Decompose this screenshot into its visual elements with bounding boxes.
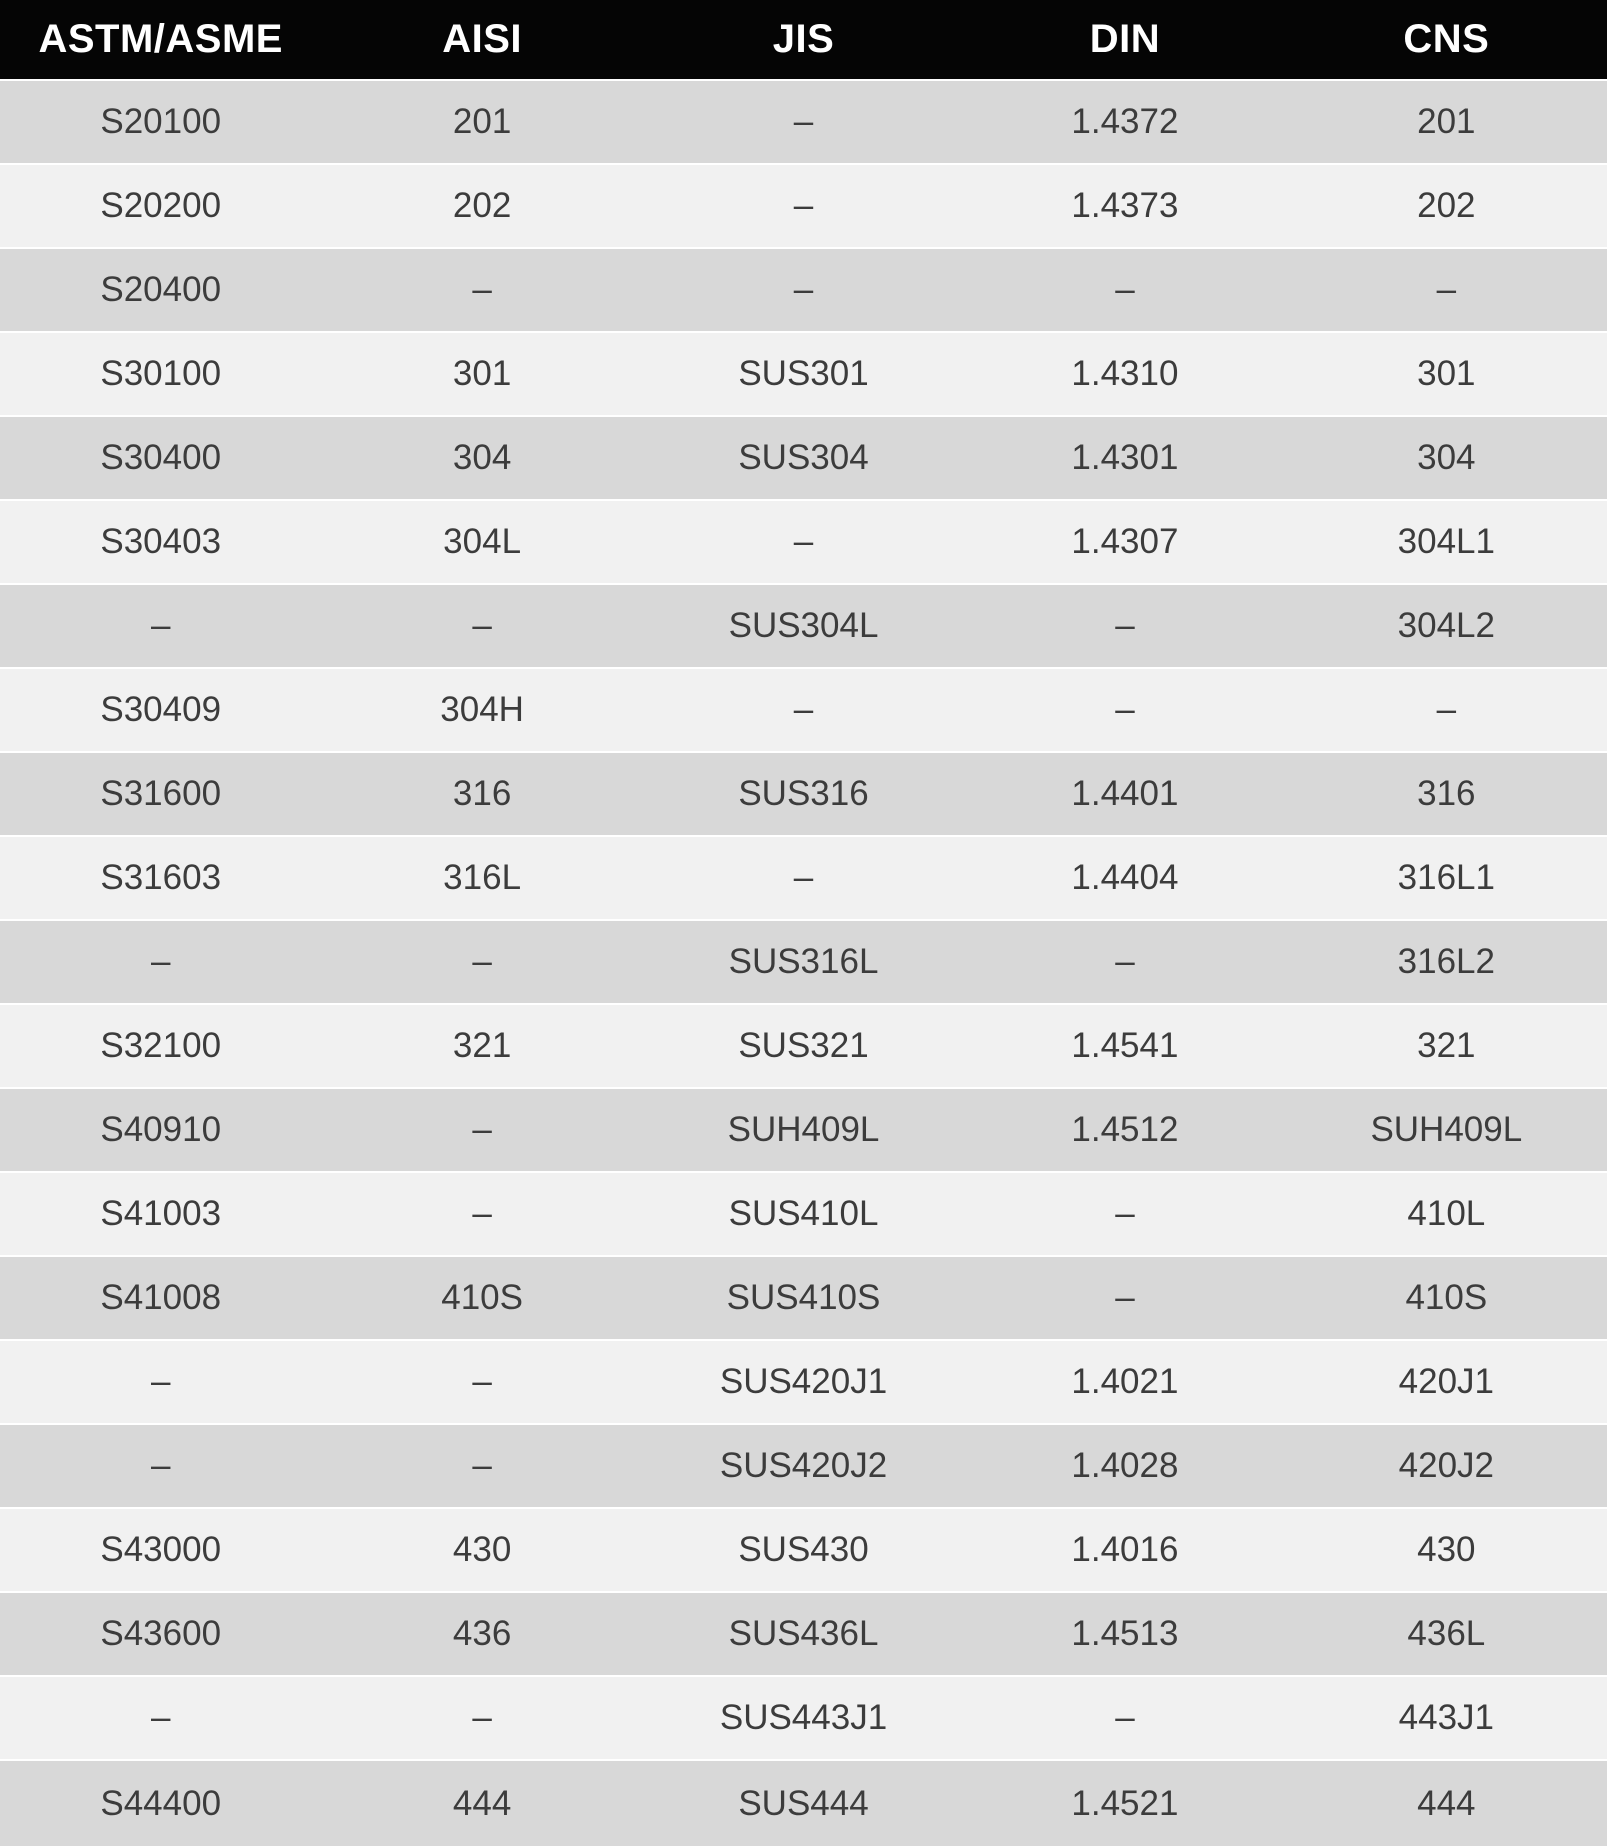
table-cell: 436L [1407, 1614, 1486, 1653]
table-cell: 1.4512 [1071, 1110, 1179, 1149]
column-header-cns: CNS [1403, 17, 1490, 61]
table-cell: 1.4307 [1071, 522, 1179, 561]
table-row [0, 837, 1607, 921]
table-row [0, 1761, 1607, 1846]
table-cell: 316L2 [1397, 942, 1495, 981]
table-cell: 321 [452, 1026, 512, 1065]
table-row [0, 81, 1607, 165]
table-cell: – [1115, 1194, 1135, 1233]
table-row [0, 1257, 1607, 1341]
table-cell: – [793, 102, 814, 141]
table-header-row [0, 0, 1607, 81]
table-cell: 304H [440, 690, 524, 729]
table-cell: 304L2 [1397, 606, 1495, 645]
table-cell: – [472, 1698, 492, 1737]
table-cell: – [472, 1110, 492, 1149]
table-cell: 316 [452, 774, 512, 813]
table-cell: 1.4541 [1071, 1026, 1179, 1065]
table-cell: 430 [1417, 1530, 1476, 1569]
table-cell: 202 [1417, 186, 1476, 225]
table-cell: – [472, 1446, 492, 1485]
table-cell: – [1115, 270, 1135, 309]
table-row [0, 1593, 1607, 1677]
column-header-din: DIN [1089, 17, 1161, 61]
table-cell: 304 [1417, 438, 1476, 477]
table-cell: – [793, 690, 814, 729]
table-row [0, 1005, 1607, 1089]
table-cell: S30409 [100, 690, 222, 729]
table-cell: – [1115, 942, 1135, 981]
table-cell: SUS420J1 [719, 1362, 888, 1401]
table-cell: 1.4401 [1071, 774, 1179, 813]
table-cell: SUS444 [738, 1783, 869, 1823]
table-cell: S30100 [100, 354, 222, 393]
table-cell: – [1115, 690, 1135, 729]
table-cell: S31600 [100, 774, 222, 813]
table-cell: S20200 [100, 186, 222, 225]
table-row [0, 165, 1607, 249]
table-row [0, 1509, 1607, 1593]
table-row [0, 249, 1607, 333]
table-cell: 304 [452, 438, 512, 477]
table-cell: – [472, 942, 492, 981]
table-cell: S30400 [100, 438, 222, 477]
table-cell: SUS321 [738, 1026, 869, 1065]
table-cell: 1.4521 [1071, 1783, 1179, 1823]
table-row [0, 1341, 1607, 1425]
table-cell: – [1115, 1698, 1135, 1737]
table-body [0, 81, 1607, 1846]
table-cell: 316 [1417, 774, 1476, 813]
table-cell: SUS316L [728, 942, 879, 981]
table-cell: – [150, 1446, 171, 1485]
table-cell: – [1115, 1278, 1135, 1317]
table-cell: 321 [1417, 1026, 1476, 1065]
table-cell: – [472, 606, 492, 645]
table-cell: 304L [443, 522, 522, 561]
table-cell: 410S [1405, 1278, 1488, 1317]
table-cell: – [150, 606, 171, 645]
table-row [0, 753, 1607, 837]
table-cell: 1.4372 [1071, 102, 1179, 141]
table-cell: – [472, 1194, 492, 1233]
table-row [0, 669, 1607, 753]
table-cell: SUS410L [728, 1194, 879, 1233]
table-cell: 443J1 [1398, 1698, 1495, 1737]
table-cell: SUS304 [738, 438, 869, 477]
table-cell: 420J2 [1398, 1446, 1495, 1485]
table-cell: SUH409L [727, 1110, 880, 1149]
table-cell: S44400 [100, 1783, 222, 1823]
table-cell: S32100 [100, 1026, 222, 1065]
table-cell: 1.4404 [1071, 858, 1179, 897]
table-cell: S20400 [100, 270, 222, 309]
table-cell: 304L1 [1397, 522, 1495, 561]
table-cell: 201 [1417, 102, 1476, 141]
table-cell: SUS420J2 [719, 1446, 888, 1485]
table-cell: – [1436, 270, 1457, 309]
table-cell: 201 [452, 102, 512, 141]
table-cell: – [1436, 690, 1457, 729]
table-cell: 1.4028 [1071, 1446, 1179, 1485]
table-cell: 410L [1407, 1194, 1486, 1233]
table-cell: – [150, 942, 171, 981]
table-row [0, 1089, 1607, 1173]
table-cell: 1.4021 [1071, 1362, 1179, 1401]
column-header-jis: JIS [772, 17, 835, 61]
table-cell: – [1115, 606, 1135, 645]
table-cell: 430 [452, 1530, 512, 1569]
table-cell: S43600 [100, 1614, 222, 1653]
table-row [0, 1677, 1607, 1761]
table-cell: S40910 [100, 1110, 222, 1149]
table-row [0, 921, 1607, 1005]
table-cell: – [793, 270, 814, 309]
table-cell: – [150, 1362, 171, 1401]
table-cell: – [472, 1362, 492, 1401]
table-cell: 444 [452, 1783, 512, 1823]
table-cell: 316L1 [1397, 858, 1495, 897]
table-row [0, 501, 1607, 585]
table-cell: SUH409L [1370, 1110, 1523, 1149]
table-cell: SUS436L [728, 1614, 879, 1653]
table-row [0, 1425, 1607, 1509]
table-row [0, 417, 1607, 501]
table-cell: SUS304L [728, 606, 879, 645]
table-cell: 420J1 [1398, 1362, 1495, 1401]
table-cell: 1.4016 [1071, 1530, 1179, 1569]
table-cell: SUS430 [738, 1530, 869, 1569]
table-cell: – [793, 186, 814, 225]
table-cell: – [793, 522, 814, 561]
column-header-astm-asme: ASTM/ASME [38, 17, 283, 61]
table-cell: 1.4373 [1071, 186, 1179, 225]
table-cell: S30403 [100, 522, 222, 561]
table-cell: – [793, 858, 814, 897]
table-cell: 316L [443, 858, 522, 897]
table-cell: S41008 [100, 1278, 222, 1317]
table-cell: S41003 [100, 1194, 222, 1233]
table-cell: S20100 [100, 102, 222, 141]
table-cell: SUS301 [738, 354, 869, 393]
table-cell: S31603 [100, 858, 222, 897]
table-cell: 301 [1417, 354, 1476, 393]
table-cell: 1.4310 [1071, 354, 1179, 393]
table-cell: S43000 [100, 1530, 222, 1569]
table-row [0, 1173, 1607, 1257]
table-cell: 410S [441, 1278, 523, 1317]
table-cell: 202 [452, 186, 512, 225]
table-cell: 1.4301 [1071, 438, 1179, 477]
table-cell: 444 [1417, 1783, 1476, 1823]
table-cell: SUS316 [738, 774, 869, 813]
table-cell: SUS410S [726, 1278, 881, 1317]
table-cell: 436 [452, 1614, 512, 1653]
table-cell: – [472, 270, 492, 309]
table-cell: 301 [452, 354, 512, 393]
table-cell: SUS443J1 [719, 1698, 888, 1737]
column-header-aisi: AISI [442, 17, 522, 61]
table-row [0, 585, 1607, 669]
table-cell: 1.4513 [1071, 1614, 1179, 1653]
table-row [0, 333, 1607, 417]
table-cell: – [150, 1698, 171, 1737]
